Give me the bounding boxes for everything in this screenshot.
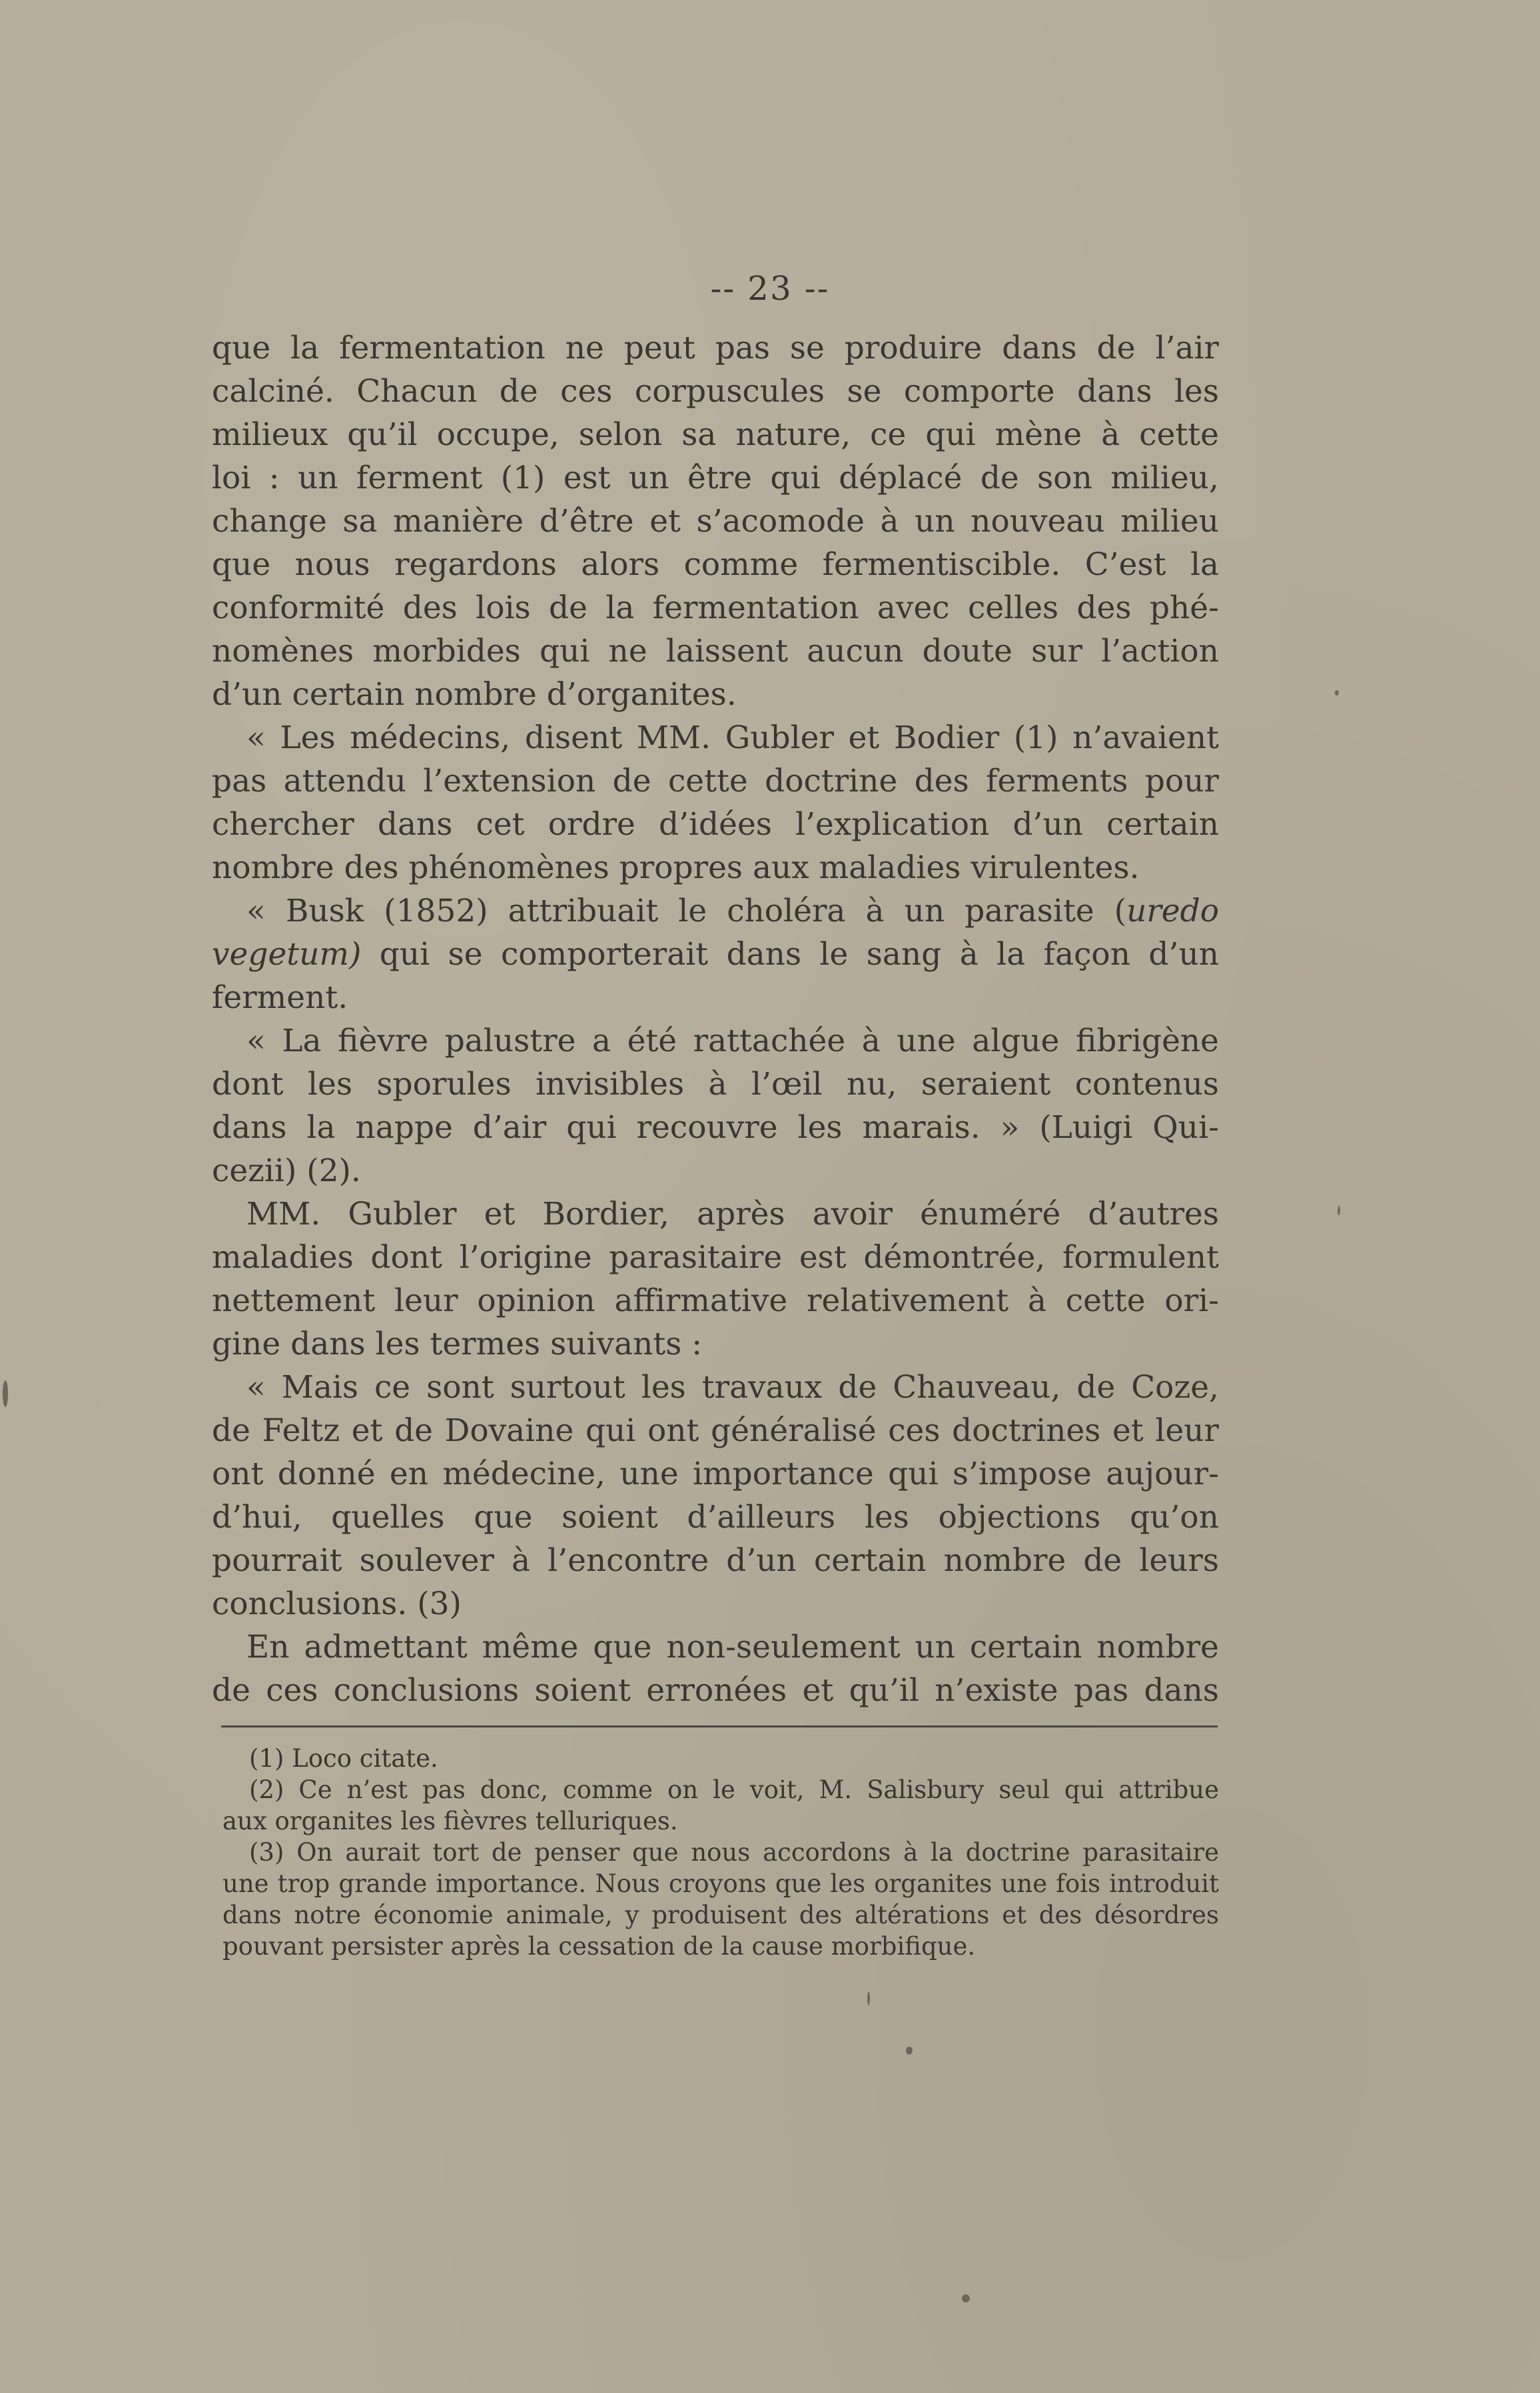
text-line: gine dans les termes suivants : — [212, 1326, 703, 1362]
text-line: ont donné en médecine, une importance qui s’impose aujour- — [212, 1456, 1219, 1492]
text-line: « La fièvre palustre a été rattachée à une algue fibrigène — [246, 1023, 1219, 1059]
paper-speck — [962, 2294, 970, 2302]
paper-speck — [3, 1380, 8, 1407]
footnote-line: pouvant persister après la cessation de la cause morbifique. — [222, 1932, 976, 1961]
text-line: nomènes morbides qui ne laissent aucun doute sur l’action — [212, 633, 1219, 670]
footnote-divider — [221, 1725, 1218, 1727]
paper-speck — [867, 1992, 870, 2005]
text-line: pas attendu l’extension de cette doctrine des ferments pour — [212, 763, 1219, 799]
text-line: change sa manière d’être et s’acomode à un nouveau milieu — [212, 503, 1219, 540]
text-line: maladies dont l’origine parasitaire est démontrée, formulent — [212, 1239, 1219, 1276]
text-line: milieux qu’il occupe, selon sa nature, ce qui mène à cette — [212, 416, 1219, 453]
text-line: que nous regardons alors comme fermentiscible. C’est la — [212, 546, 1219, 583]
paper-speck — [1338, 1206, 1340, 1215]
text-line: de ces conclusions soient erronées et qu’il n’existe pas dans — [212, 1672, 1219, 1709]
text-line: cezii) (2). — [212, 1153, 361, 1189]
text-line: de Feltz et de Dovaine qui ont généralisé ces doctrines et leur — [212, 1412, 1219, 1449]
footnotes — [222, 1743, 1219, 1962]
footnote-line: (1) Loco citate. — [249, 1744, 438, 1773]
footnote-line: (3) On aurait tort de penser que nous accordons à la doctrine parasitaire — [249, 1838, 1219, 1867]
paper-speck — [1335, 690, 1339, 696]
text-line: MM. Gubler et Bordier, après avoir énuméré d’autres — [246, 1196, 1219, 1232]
text-line: chercher dans cet ordre d’idées l’explication d’un certain — [212, 806, 1219, 843]
text-line: nettement leur opinion affirmative relativement à cette ori- — [212, 1282, 1219, 1319]
text-line: dans la nappe d’air qui recouvre les marais. » (Luigi Qui- — [212, 1109, 1219, 1146]
text-line: conformité des lois de la fermentation avec celles des phé- — [212, 590, 1219, 626]
text-line: dont les sporules invisibles à l’œil nu, seraient contenus — [212, 1066, 1219, 1103]
text-line: nombre des phénomènes propres aux maladies virulentes. — [212, 849, 1140, 886]
text-line: « Les médecins, disent MM. Gubler et Bodier (1) n’avaient — [246, 719, 1219, 756]
text-line: calciné. Chacun de ces corpuscules se comporte dans les — [212, 373, 1219, 410]
footnote-line: une trop grande importance. Nous croyons que les organites une fois introduit — [222, 1869, 1219, 1898]
italic-term: uredo — [1126, 893, 1219, 929]
text-line: « Mais ce sont surtout les travaux de Chauveau, de Coze, — [246, 1369, 1219, 1406]
text-line: d’un certain nombre d’organites. — [212, 676, 737, 713]
text-segment: « Busk (1852) attribuait le choléra à un parasite — [246, 893, 1114, 929]
page-number: -- 23 -- — [710, 269, 830, 308]
text-line: ferment. — [212, 979, 348, 1016]
text-segment: qui se comporterait dans le sang à la façon d’un — [361, 936, 1219, 973]
paper-speck — [906, 2047, 913, 2055]
text-line: conclusions. (3) — [212, 1586, 462, 1622]
text-line: d’hui, quelles que soient d’ailleurs les objections qu’on — [212, 1499, 1219, 1536]
main-text — [212, 326, 1219, 1712]
text-line — [212, 933, 1219, 976]
footnote-line: (2) Ce n’est pas donc, comme on le voit, M. Salisbury seul qui attribue — [249, 1775, 1219, 1804]
text-line: En admettant même que non-seulement un certain nombre — [246, 1629, 1219, 1666]
text-line: loi : un ferment (1) est un être qui déplacé de son milieu, — [212, 460, 1219, 496]
text-line: que la fermentation ne peut pas se produire dans de l’air — [212, 330, 1219, 366]
text-line: « Busk (1852) attribuait le choléra à un parasite (uredo — [246, 893, 1219, 929]
footnote-line: dans notre économie animale, y produisent des altérations et des désordres — [222, 1901, 1219, 1929]
italic-term: vegetum) — [212, 936, 362, 973]
text-line: pourrait soulever à l’encontre d’un certain nombre de leurs — [212, 1542, 1219, 1579]
footnote-line: aux organites les fièvres telluriques. — [222, 1807, 678, 1835]
